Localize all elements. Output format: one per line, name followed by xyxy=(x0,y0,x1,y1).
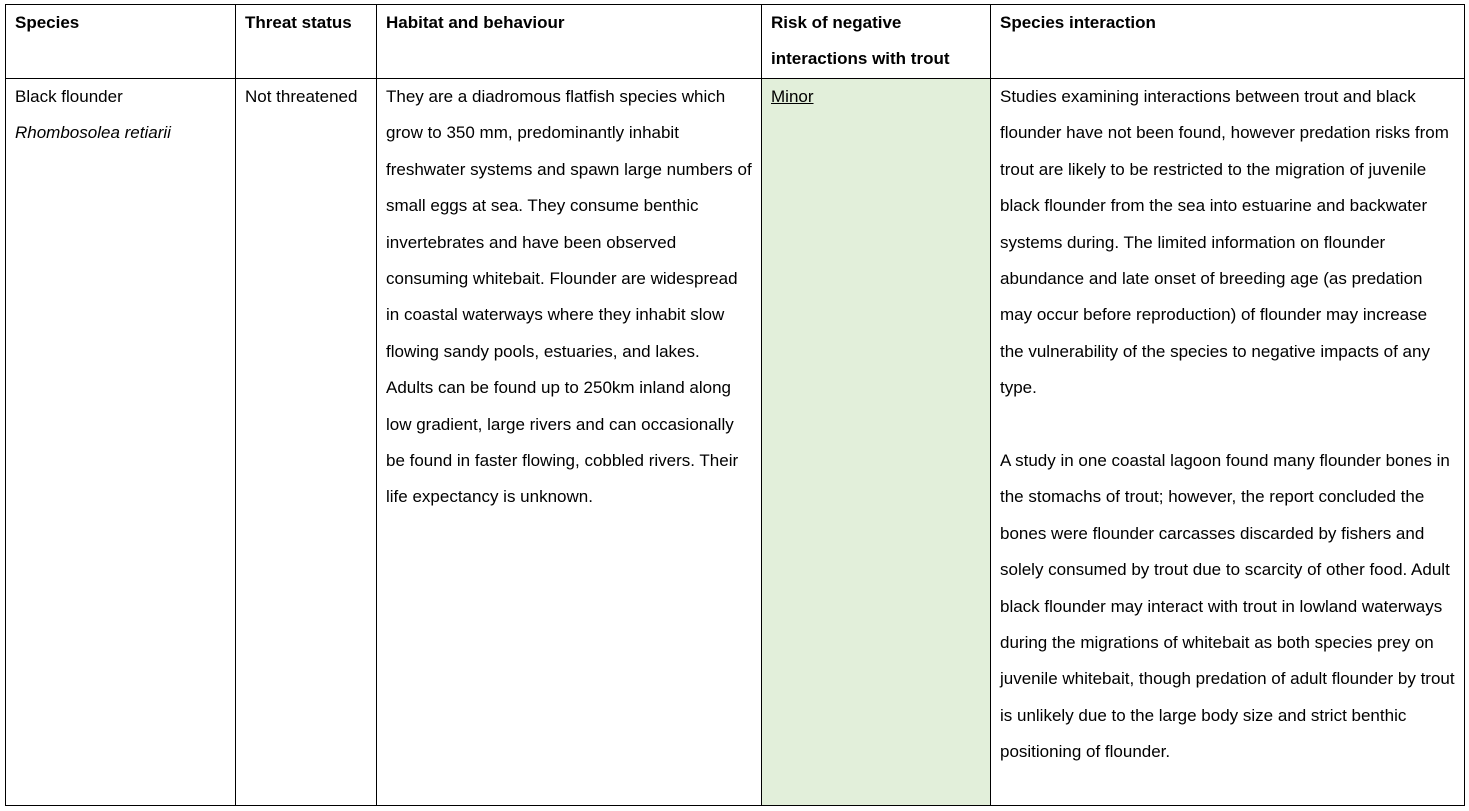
species-cell xyxy=(6,79,236,806)
habitat-paragraph-1: They are a diadromous flatfish species which grow to 350 mm, predominantly inhabit freshwater systems and spawn large numbers of small eggs at sea. They consume benthic invertebrates and have been observed consuming whitebait. Flounder are widespread in coastal waterways where they inhabit slow flowing sandy pools, estuaries, and lakes. xyxy=(386,87,752,361)
header-risk: Risk of negative interactions with trout xyxy=(762,5,991,79)
risk-value: Minor xyxy=(771,87,814,106)
species-scientific-name: Rhombosolea retiarii xyxy=(15,123,171,143)
interaction-cell xyxy=(991,79,1465,806)
interaction-paragraph-1: Studies examining interactions between trout and black flounder have not been found, however predation risks from trout are likely to be restricted to the migration of juvenile black flounder from the sea into estuarine and backwater systems during. The limited information on flounder abundance and late onset of breeding age (as predation may occur before reproduction) of flounder may increase the vulnerability of the species to negative impacts of any type. xyxy=(1000,87,1449,398)
header-species: Species xyxy=(6,5,236,79)
header-row xyxy=(6,5,1465,79)
species-interaction-table xyxy=(5,4,1465,806)
threat-status-cell xyxy=(236,79,377,806)
header-interaction: Species interaction xyxy=(991,5,1465,79)
table-row xyxy=(6,79,1465,806)
risk-cell xyxy=(762,79,991,806)
species-common-name: Black flounder xyxy=(15,87,123,106)
habitat-cell xyxy=(377,79,762,806)
header-threat-status: Threat status xyxy=(236,5,377,79)
interaction-paragraph-2: A study in one coastal lagoon found many flounder bones in the stomachs of trout; however, the report concluded the bones were flounder carcasses discarded by fishers and solely consumed by trout due to scarcity of other food. Adult black flounder may interact with trout in lowland waterways during the migrations of whitebait as both species prey on juvenile whitebait, though predation of adult flounder by trout is unlikely due to the large body size and strict benthic positioning of flounder. xyxy=(1000,451,1455,762)
header-habitat: Habitat and behaviour xyxy=(377,5,762,79)
paragraph-spacer xyxy=(1000,407,1455,443)
threat-status-value: Not threatened xyxy=(245,87,358,106)
habitat-paragraph-2: Adults can be found up to 250km inland along low gradient, large rivers and can occasionally be found in faster flowing, cobbled rivers. Their life expectancy is unknown. xyxy=(386,378,739,507)
